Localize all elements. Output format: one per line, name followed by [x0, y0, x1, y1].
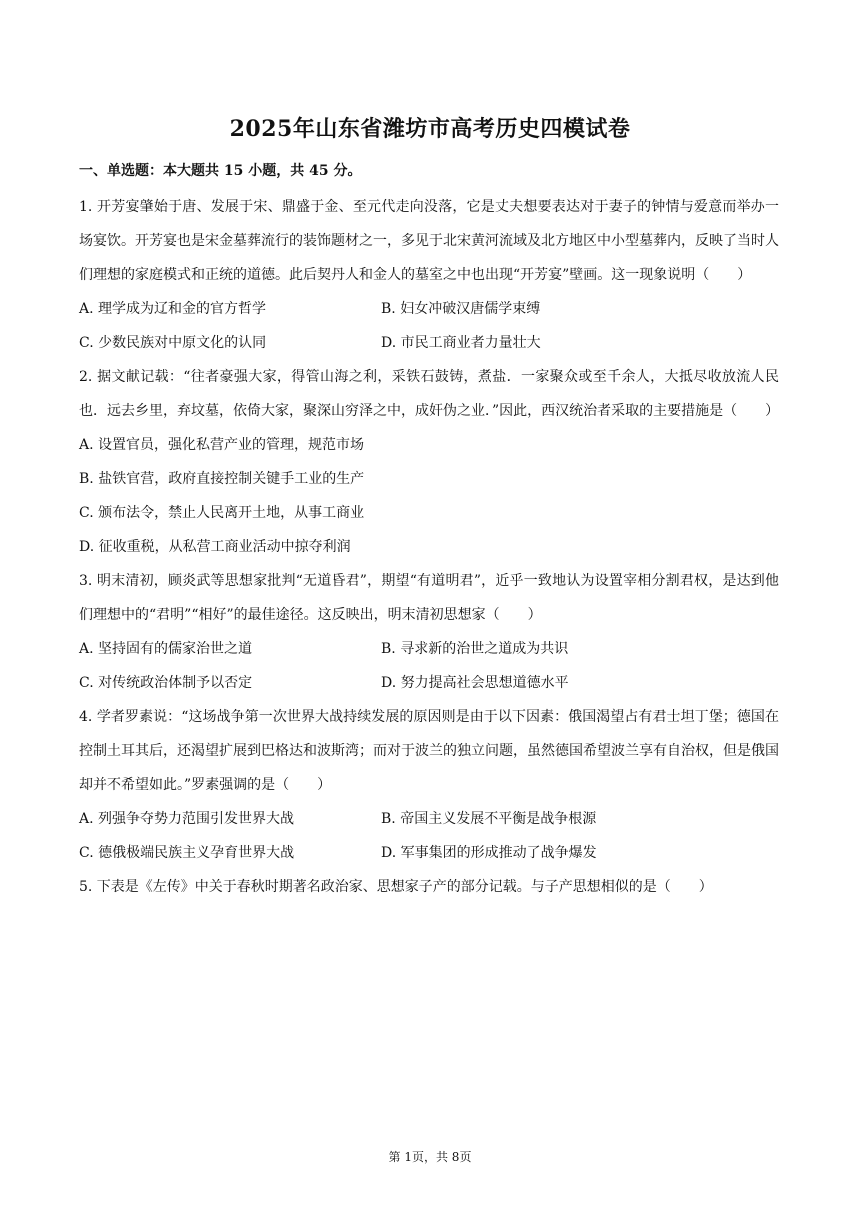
- options-group: [79, 292, 779, 360]
- option-b: B. 寻求新的治世之道成为共识: [381, 641, 569, 657]
- question-3: [79, 564, 779, 700]
- option-c: C. 德俄极端民族主义孕育世界大战: [79, 845, 295, 861]
- option-a: A. 设置官员，强化私营产业的管理，规范市场: [79, 437, 365, 453]
- page-footer: 第 1页，共 8页: [388, 1150, 472, 1164]
- option-a: A. 列强争夺势力范围引发世界大战: [79, 811, 295, 827]
- option-b: B. 盐铁官营，政府直接控制关键手工业的生产: [79, 471, 365, 487]
- question-stem: 2. 据文献记载：“往者豪强大家，得管山海之利，采铁石鼓铸，煮盐．一家聚众或至千余人，大抵尽收放流人民也．远去乡里，弃坟墓，依倚大家，聚深山穷泽之中，成奸伪之业．”因此，西汉统治者采取的主要措施是（ ）: [79, 369, 780, 419]
- option-a: A. 理学成为辽和金的官方哲学: [79, 301, 267, 317]
- question-2: [79, 360, 779, 564]
- question-stem: 1. 开芳宴肇始于唐、发展于宋、鼎盛于金、至元代走向没落，它是丈夫想要表达对于妻子的钟情与爱意而举办一场宴饮。开芳宴也是宋金墓葬流行的装饰题材之一，多见于北宋黄河流域及北方地区中小型墓葬内，反映了当时人们理想的家庭模式和正统的道德。此后契丹人和金人的墓室之中也出现“开芳宴”壁画。这一现象说明（ ）: [79, 199, 779, 283]
- option-c: C. 对传统政治体制予以否定: [79, 675, 253, 691]
- option-a: A. 坚持固有的儒家治世之道: [79, 641, 253, 657]
- option-d: D. 征收重税，从私营工商业活动中掠夺利润: [79, 539, 351, 555]
- page-title: 2025年山东省潍坊市高考历史四模试卷: [229, 116, 631, 142]
- section-heading: 一、单选题：本大题共 15 小题，共 45 分。: [79, 163, 362, 179]
- option-d: D. 市民工商业者力量壮大: [381, 335, 541, 351]
- option-c: C. 颁布法令，禁止人民离开土地，从事工商业: [79, 505, 365, 521]
- option-d: D. 军事集团的形成推动了战争爆发: [381, 845, 597, 861]
- question-stem: 5. 下表是《左传》中关于春秋时期著名政治家、思想家子产的部分记载。与子产思想相似的是（ ）: [79, 879, 713, 895]
- option-d: D. 努力提高社会思想道德水平: [381, 675, 569, 691]
- options-group: [79, 632, 779, 700]
- option-b: B. 帝国主义发展不平衡是战争根源: [381, 811, 597, 827]
- options-group: [79, 802, 779, 870]
- question-stem: 3. 明末清初，顾炎武等思想家批判“无道昏君”，期望“有道明君”，近乎一致地认为设置宰相分割君权，是达到他们理想中的“君明”“相好”的最佳途径。这反映出，明末清初思想家（ ）: [79, 573, 779, 623]
- question-1: [79, 190, 779, 360]
- option-b: B. 妇女冲破汉唐儒学束缚: [381, 301, 541, 317]
- option-c: C. 少数民族对中原文化的认同: [79, 335, 267, 351]
- exam-content: [79, 158, 779, 904]
- question-stem: 4. 学者罗素说：“这场战争第一次世界大战持续发展的原因则是由于以下因素：俄国渴望占有君士坦丁堡；德国在控制土耳其后，还渴望扩展到巴格达和波斯湾；而对于波兰的独立问题，虽然德国希望波兰享有自治权，但是俄国却并不希望如此。”罗素强调的是（ ）: [79, 709, 779, 793]
- question-5: [79, 870, 779, 904]
- options-group: [79, 428, 779, 564]
- question-4: [79, 700, 779, 870]
